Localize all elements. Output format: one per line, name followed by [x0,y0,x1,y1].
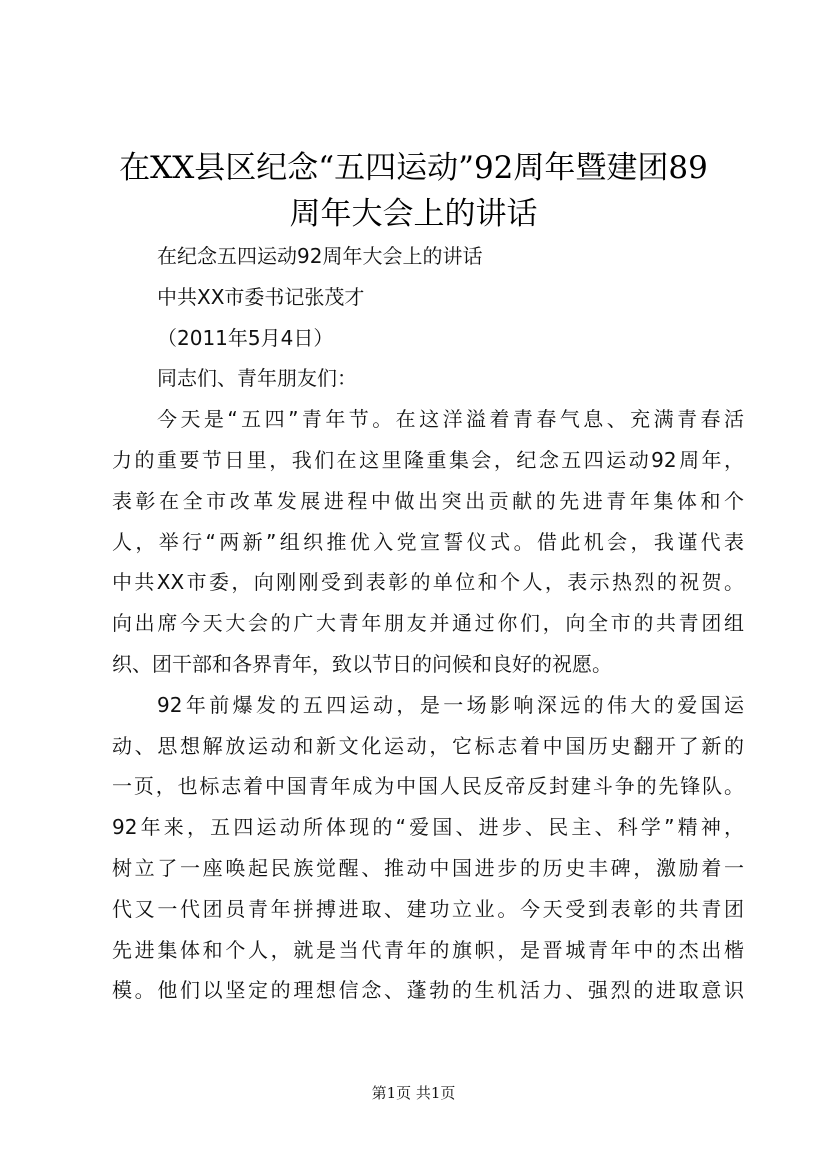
title-line-2: 周年大会上的讲话 [289,196,538,232]
body-line: 表彰在全市改革发展进程中做出突出贡献的先进青年集体和个 [112,488,744,513]
speech-heading: 在纪念五四运动92周年大会上的讲话 [157,244,483,268]
body-line: 今天是“五四”青年节。在这洋溢着青春气息、充满青春活 [157,407,744,432]
body-line: 织、团干部和各界青年，致以节日的问候和良好的祝愿。 [112,651,612,676]
body-line: 92年前爆发的五四运动，是一场影响深远的伟大的爱国运 [157,692,744,717]
body-line: 动、思想解放运动和新文化运动，它标志着中国历史翻开了新的 [112,733,744,758]
page-number: 第1页 共1页 [371,1084,456,1102]
salutation-line: 同志们、青年朋友们： [157,366,357,391]
body-line: 先进集体和个人，就是当代青年的旗帜，是晋城青年中的杰出楷 [112,937,744,962]
body-line: 代又一代团员青年拼搏进取、建功立业。今天受到表彰的共青团 [112,896,744,921]
body-line: 模。他们以坚定的理想信念、蓬勃的生机活力、强烈的进取意识 [112,978,744,1003]
body-line: 向出席今天大会的广大青年朋友并通过你们，向全市的共青团组 [112,611,744,636]
body-line: 中共XX市委，向刚刚受到表彰的单位和个人，表示热烈的祝贺。 [112,570,744,595]
speaker-line: 中共XX市委书记张茂才 [157,284,365,309]
body-line: 92年来，五四运动所体现的“爱国、进步、民主、科学”精神， [112,815,744,840]
document-title [60,145,767,237]
page-footer [0,1083,827,1103]
document-body [112,236,744,1011]
body-line: 一页，也标志着中国青年成为中国人民反帝反封建斗争的先锋队。 [112,774,744,799]
body-line: 人，举行“两新”组织推优入党宣誓仪式。借此机会，我谨代表 [112,529,744,554]
title-line-1: 在XX县区纪念“五四运动”92周年暨建团89 [119,150,708,186]
body-line: 力的重要节日里，我们在这里隆重集会，纪念五四运动92周年， [112,447,744,472]
date-line: （2011年5月4日） [157,325,334,350]
body-line: 树立了一座唤起民族觉醒、推动中国进步的历史丰碑，激励着一 [112,855,744,880]
